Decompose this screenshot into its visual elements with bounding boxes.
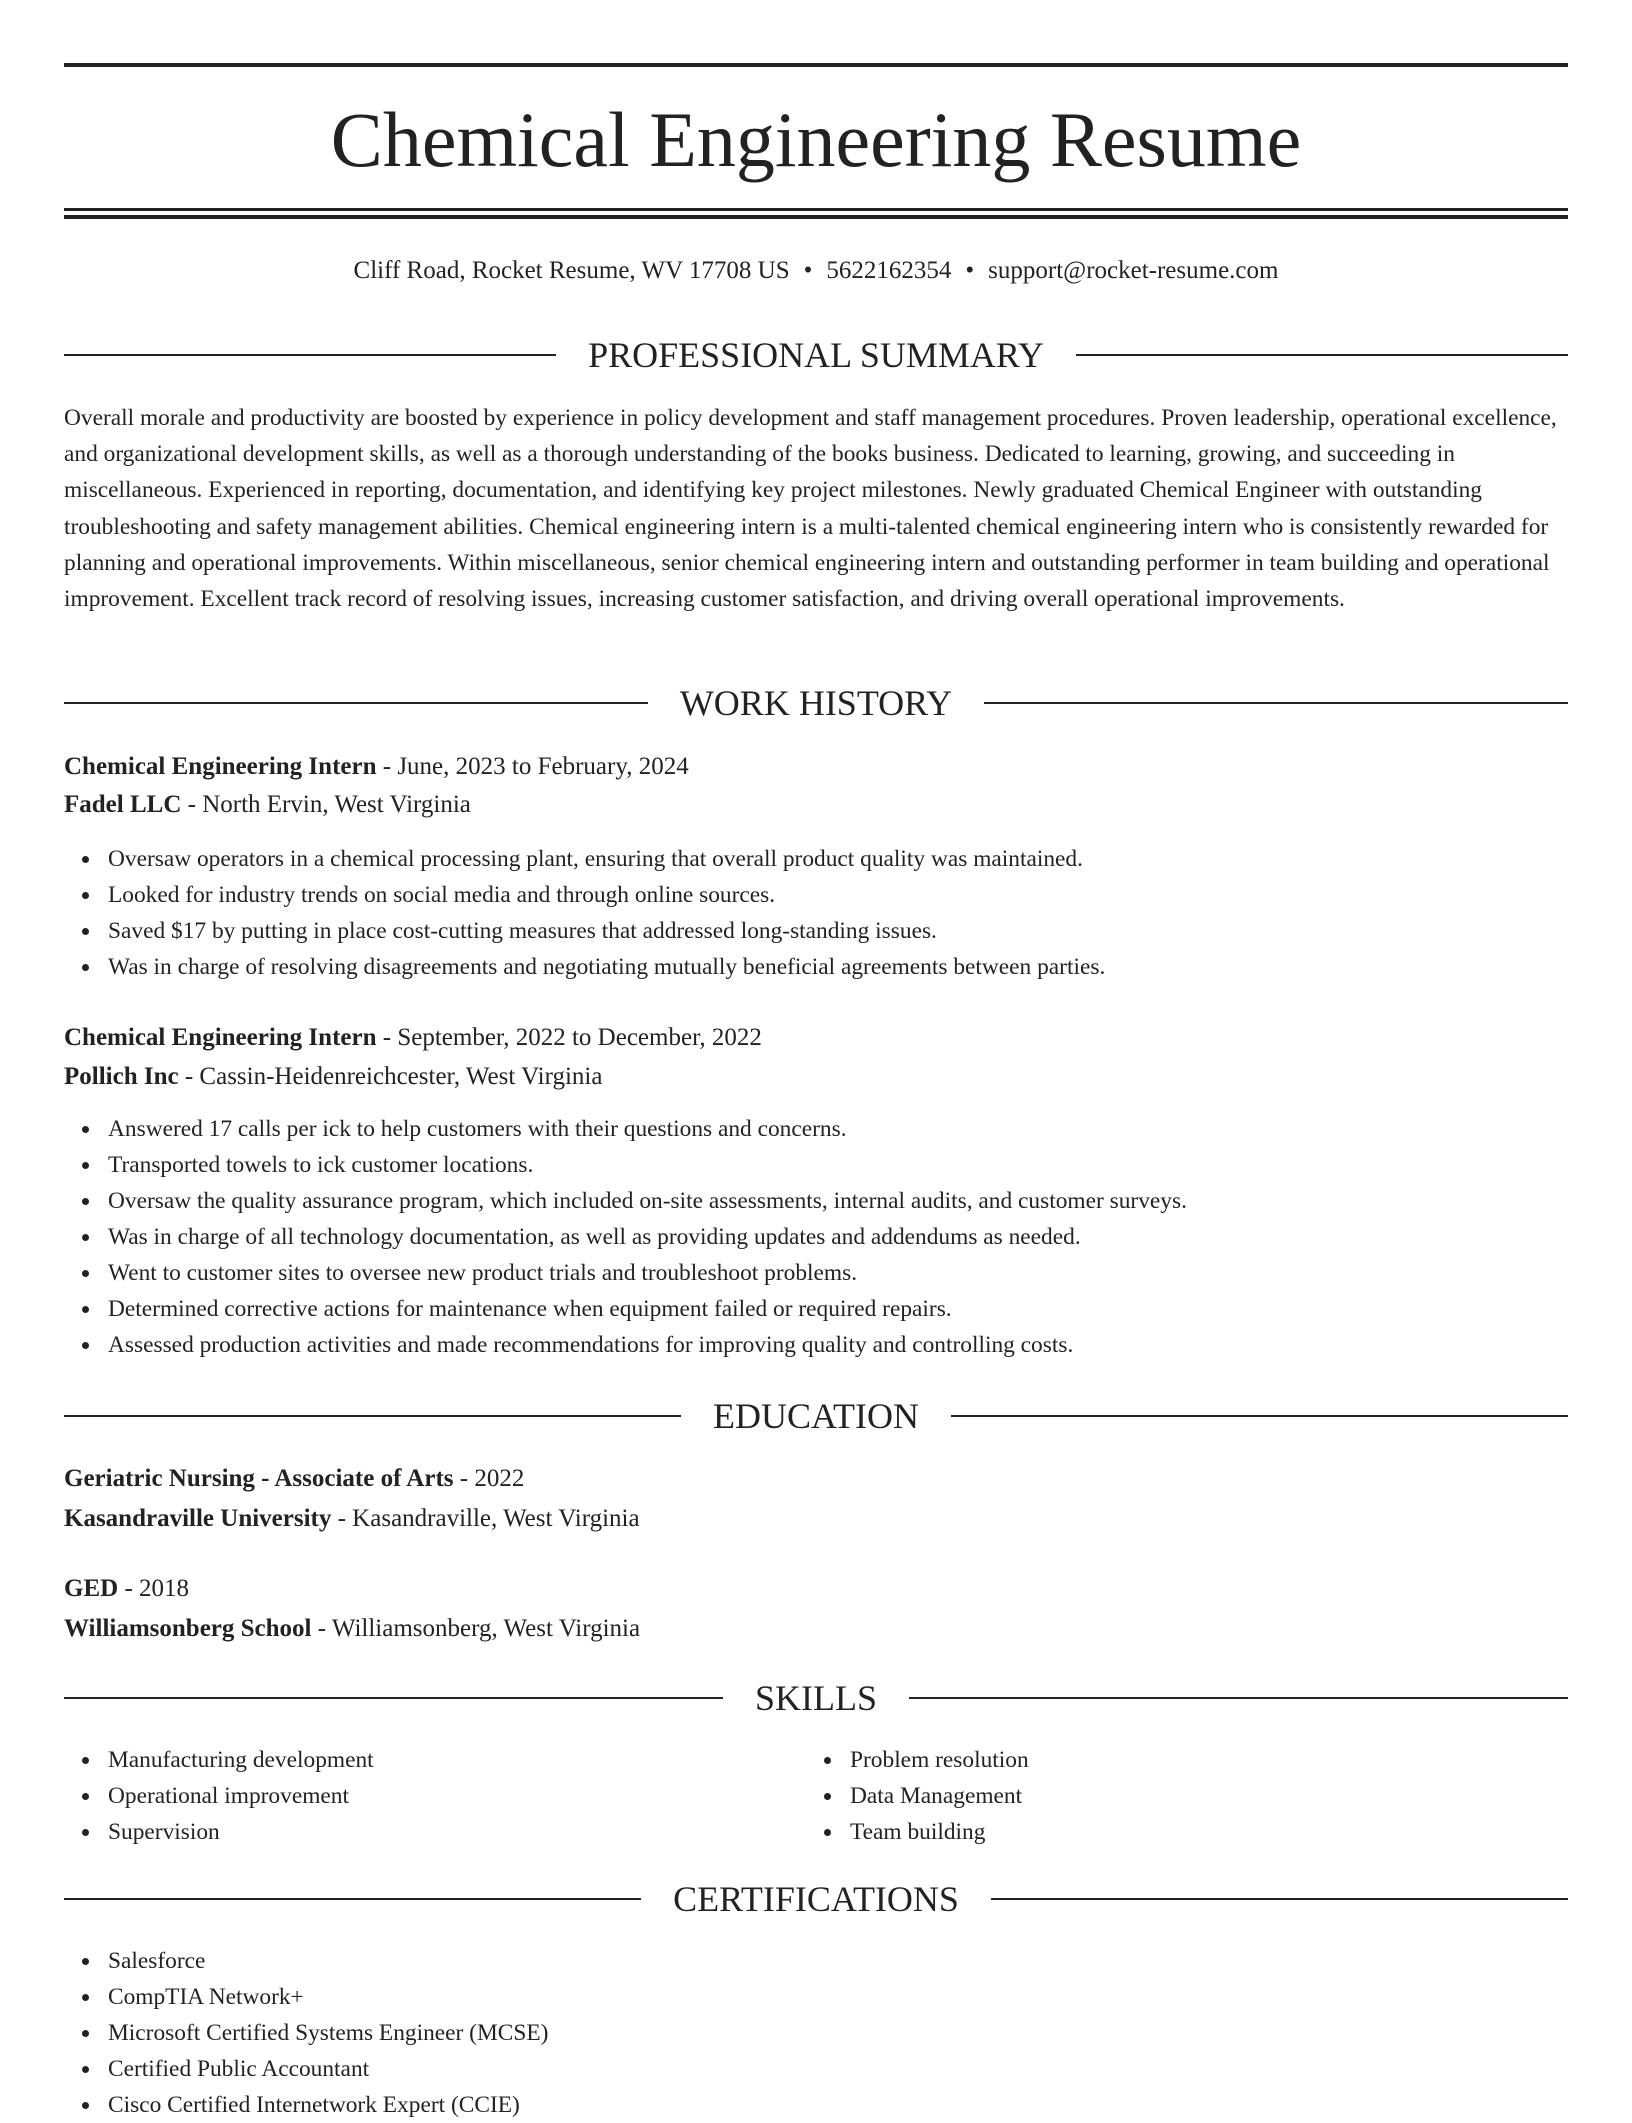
- job-company: Pollich Inc: [64, 1063, 179, 1090]
- section-title: WORK HISTORY: [679, 683, 953, 723]
- heading-rule: [951, 1415, 1568, 1417]
- contact-phone: 5622162354: [826, 257, 952, 284]
- title-rule-upper: [64, 208, 1568, 211]
- contact-separator: •: [965, 257, 975, 284]
- list-item: Determined corrective actions for maintenance when equipment failed or required repairs.: [64, 1291, 1568, 1327]
- list-item: Manufacturing development: [64, 1742, 764, 1778]
- list-item: Saved $17 by putting in place cost-cutting measures that addressed long-standing issues.: [64, 913, 1568, 949]
- job-location: - Cassin-Heidenreichcester, West Virginia: [178, 1063, 603, 1090]
- list-item: Was in charge of resolving disagreements and negotiating mutually beneficial agreements between parties.: [64, 949, 1568, 985]
- job-title-line: [64, 1021, 1568, 1055]
- list-item: Certified Public Accountant: [64, 2051, 1568, 2087]
- school-name: Williamsonberg School: [64, 1615, 312, 1642]
- section-heading-skills: [64, 1676, 1568, 1720]
- degree-line: [64, 1462, 1568, 1496]
- heading-rule: [984, 702, 1568, 704]
- list-item: Oversaw operators in a chemical processing plant, ensuring that overall product quality was maintained.: [64, 841, 1568, 877]
- school-location: - Williamsonberg, West Virginia: [311, 1615, 641, 1642]
- list-item: Data Management: [806, 1778, 1506, 1814]
- list-item: Answered 17 calls per ick to help customers with their questions and concerns.: [64, 1111, 1568, 1147]
- heading-rule: [64, 354, 556, 356]
- heading-rule: [1076, 354, 1568, 356]
- top-rule: [64, 63, 1568, 67]
- section-title: EDUCATION: [713, 1396, 919, 1436]
- degree-year: - 2018: [118, 1575, 190, 1602]
- heading-rule: [991, 1898, 1568, 1900]
- section-title: PROFESSIONAL SUMMARY: [588, 335, 1044, 375]
- job-role: Chemical Engineering Intern: [64, 753, 377, 780]
- contact-address: Cliff Road, Rocket Resume, WV 17708 US: [353, 257, 790, 284]
- list-item: Transported towels to ick customer locations.: [64, 1147, 1568, 1183]
- section-title: CERTIFICATIONS: [673, 1879, 959, 1919]
- job-company-line: [64, 1060, 1568, 1094]
- degree-year: - 2022: [453, 1465, 525, 1492]
- job-dates: - June, 2023 to February, 2024: [376, 753, 689, 780]
- job-title-line: [64, 750, 1568, 784]
- contact-email: support@rocket-resume.com: [988, 257, 1279, 284]
- skills-list-left: [64, 1742, 764, 1850]
- job-company-line: [64, 788, 1568, 822]
- list-item: Went to customer sites to oversee new product trials and troubleshoot problems.: [64, 1255, 1568, 1291]
- resume-title: Chemical Engineering Resume: [330, 96, 1302, 183]
- section-heading-certifications: [64, 1877, 1568, 1921]
- list-item: Looked for industry trends on social media and through online sources.: [64, 877, 1568, 913]
- summary-paragraph: Overall morale and productivity are boosted by experience in policy development and staff management procedures. Proven leadership, operational excellence, and organizational development skills, as well as a thorough understanding of the books business. Dedicated to learning, growing, and succeeding in miscellaneous. Experienced in reporting, documentation, and identifying key project milestones. Newly graduated Chemical Engineer with outstanding troubleshooting and safety management abilities. Chemical engineering intern is a multi-talented chemical engineering intern who is consistently rewarded for planning and operational improvements. Within miscellaneous, senior chemical engineering intern and outstanding performer in team building and operational improvement. Excellent track record of resolving issues, increasing customer satisfaction, and driving overall operational improvements.: [64, 405, 1557, 613]
- section-title: SKILLS: [755, 1678, 878, 1718]
- job-company: Fadel LLC: [64, 791, 182, 818]
- heading-rule: [909, 1697, 1568, 1699]
- degree-name: Geriatric Nursing - Associate of Arts: [64, 1465, 454, 1492]
- list-item: Assessed production activities and made recommendations for improving quality and controlling costs.: [64, 1327, 1568, 1363]
- list-item: Problem resolution: [806, 1742, 1506, 1778]
- list-item: Cisco Certified Internetwork Expert (CCIE): [64, 2087, 1568, 2123]
- school-line: [64, 1612, 1568, 1646]
- list-item: Salesforce: [64, 1943, 1568, 1979]
- heading-rule: [64, 1697, 723, 1699]
- contact-line: [64, 254, 1568, 288]
- title-rule-lower: [64, 215, 1568, 219]
- degree-line: [64, 1572, 1568, 1606]
- school-location: - Kasandraville, West Virginia: [331, 1505, 640, 1532]
- certifications-list: [64, 1943, 1568, 2123]
- school-name: Kasandraville University: [64, 1505, 332, 1532]
- job-bullets: [64, 1111, 1568, 1363]
- list-item: Was in charge of all technology documentation, as well as providing updates and addendums as needed.: [64, 1219, 1568, 1255]
- list-item: Operational improvement: [64, 1778, 764, 1814]
- school-line: [64, 1502, 1568, 1536]
- skills-list-right: [806, 1742, 1506, 1850]
- list-item: Supervision: [64, 1814, 764, 1850]
- list-item: Team building: [806, 1814, 1506, 1850]
- contact-separator: •: [803, 257, 813, 284]
- heading-rule: [64, 1898, 641, 1900]
- job-bullets: [64, 841, 1568, 985]
- list-item: CompTIA Network+: [64, 1979, 1568, 2015]
- degree-name: GED: [64, 1575, 119, 1602]
- heading-rule: [64, 1415, 681, 1417]
- section-heading-summary: [64, 333, 1568, 377]
- job-location: - North Ervin, West Virginia: [181, 791, 471, 818]
- list-item: Oversaw the quality assurance program, which included on-site assessments, internal audits, and customer surveys.: [64, 1183, 1568, 1219]
- heading-rule: [64, 702, 648, 704]
- section-heading-education: [64, 1394, 1568, 1438]
- job-dates: - September, 2022 to December, 2022: [376, 1024, 762, 1051]
- section-heading-work: [64, 681, 1568, 725]
- job-role: Chemical Engineering Intern: [64, 1024, 377, 1051]
- list-item: Microsoft Certified Systems Engineer (MCSE): [64, 2015, 1568, 2051]
